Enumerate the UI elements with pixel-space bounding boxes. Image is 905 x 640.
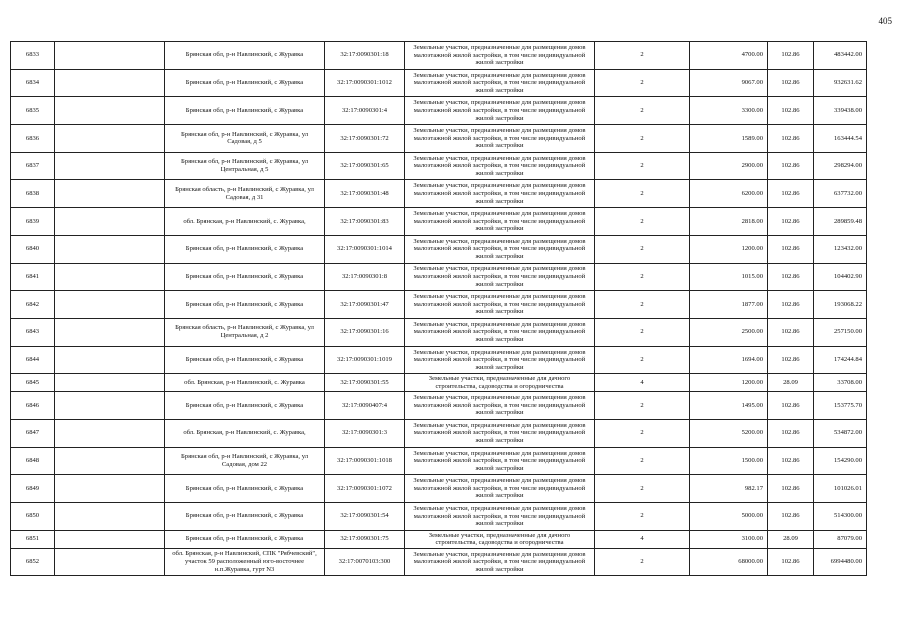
specific-value-cell: 102.86: [768, 152, 814, 180]
specific-value-cell: 102.86: [768, 346, 814, 374]
specific-value-cell: 102.86: [768, 447, 814, 475]
table-row: [11, 263, 867, 291]
blank-cell: [55, 42, 165, 70]
address-cell: Брянская обл, р-н Навлинский, с Журавка: [165, 530, 325, 548]
group-number-cell: 2: [595, 392, 690, 420]
address-cell: Брянская обл, р-н Навлинский, с Журавка: [165, 392, 325, 420]
row-index-cell: 6844: [11, 346, 55, 374]
specific-value-cell: 102.86: [768, 235, 814, 263]
land-use-purpose-cell: Земельные участки, предназначенные для размещения домов малоэтажной жилой застройки, в том числе индивидуальной жилой застройки: [405, 392, 595, 420]
group-number-cell: 4: [595, 374, 690, 392]
area-cell: 1500.00: [690, 447, 768, 475]
specific-value-cell: 102.86: [768, 503, 814, 531]
area-cell: 5200.00: [690, 419, 768, 447]
table-row: [11, 475, 867, 503]
land-plots-table: [10, 41, 867, 576]
table-row: [11, 548, 867, 576]
land-use-purpose-cell: Земельные участки, предназначенные для размещения домов малоэтажной жилой застройки, в том числе индивидуальной жилой застройки: [405, 475, 595, 503]
specific-value-cell: 102.86: [768, 318, 814, 346]
row-index-cell: 6837: [11, 152, 55, 180]
blank-cell: [55, 291, 165, 319]
land-use-purpose-cell: Земельные участки, предназначенные для размещения домов малоэтажной жилой застройки, в том числе индивидуальной жилой застройки: [405, 97, 595, 125]
address-cell: Брянская обл, р-н Навлинский, с Журавка: [165, 503, 325, 531]
blank-cell: [55, 419, 165, 447]
row-index-cell: 6845: [11, 374, 55, 392]
cadastral-value-cell: 6994480.00: [814, 548, 867, 576]
blank-cell: [55, 97, 165, 125]
table-row: [11, 447, 867, 475]
table-row: [11, 208, 867, 236]
specific-value-cell: 102.86: [768, 263, 814, 291]
row-index-cell: 6846: [11, 392, 55, 420]
blank-cell: [55, 346, 165, 374]
area-cell: 982.17: [690, 475, 768, 503]
row-index-cell: 6841: [11, 263, 55, 291]
cadastral-value-cell: 163444.54: [814, 125, 867, 153]
blank-cell: [55, 69, 165, 97]
cadastral-number-cell: 32:17:0090301:1072: [325, 475, 405, 503]
cadastral-number-cell: 32:17:0070103:300: [325, 548, 405, 576]
area-cell: 3300.00: [690, 97, 768, 125]
land-use-purpose-cell: Земельные участки, предназначенные для размещения домов малоэтажной жилой застройки, в том числе индивидуальной жилой застройки: [405, 263, 595, 291]
area-cell: 1589.00: [690, 125, 768, 153]
cadastral-number-cell: 32:17:0090301:55: [325, 374, 405, 392]
land-use-purpose-cell: Земельные участки, предназначенные для размещения домов малоэтажной жилой застройки, в том числе индивидуальной жилой застройки: [405, 346, 595, 374]
cadastral-number-cell: 32:17:0090301:18: [325, 42, 405, 70]
area-cell: 1200.00: [690, 235, 768, 263]
area-cell: 5000.00: [690, 503, 768, 531]
group-number-cell: 2: [595, 42, 690, 70]
table-row: [11, 503, 867, 531]
address-cell: Брянская обл, р-н Навлинский, с Журавка: [165, 69, 325, 97]
group-number-cell: 2: [595, 208, 690, 236]
specific-value-cell: 102.86: [768, 180, 814, 208]
cadastral-value-cell: 154290.00: [814, 447, 867, 475]
table-row: [11, 419, 867, 447]
group-number-cell: 4: [595, 530, 690, 548]
land-use-purpose-cell: Земельные участки, предназначенные для размещения домов малоэтажной жилой застройки, в том числе индивидуальной жилой застройки: [405, 180, 595, 208]
row-index-cell: 6850: [11, 503, 55, 531]
land-use-purpose-cell: Земельные участки, предназначенные для размещения домов малоэтажной жилой застройки, в том числе индивидуальной жилой застройки: [405, 318, 595, 346]
cadastral-number-cell: 32:17:0090301:1019: [325, 346, 405, 374]
area-cell: 1877.00: [690, 291, 768, 319]
group-number-cell: 2: [595, 291, 690, 319]
blank-cell: [55, 152, 165, 180]
area-cell: 2818.00: [690, 208, 768, 236]
cadastral-number-cell: 32:17:0090301:4: [325, 97, 405, 125]
area-cell: 1015.00: [690, 263, 768, 291]
address-cell: Брянская обл, р-н Навлинский, с Журавка: [165, 42, 325, 70]
cadastral-value-cell: 257150.00: [814, 318, 867, 346]
address-cell: обл. Брянская, р-н Навлинский, с. Журавка,: [165, 419, 325, 447]
address-cell: Брянская обл, р-н Навлинский, с Журавка: [165, 263, 325, 291]
area-cell: 2900.00: [690, 152, 768, 180]
land-use-purpose-cell: Земельные участки, предназначенные для дачного строительства, садоводства и огородничества: [405, 530, 595, 548]
address-cell: Брянская область, р-н Навлинский, с Журавка, ул Садовая, д 31: [165, 180, 325, 208]
cadastral-value-cell: 123432.00: [814, 235, 867, 263]
address-cell: обл. Брянская, р-н Навлинский, с. Журавка,: [165, 208, 325, 236]
row-index-cell: 6847: [11, 419, 55, 447]
land-use-purpose-cell: Земельные участки, предназначенные для размещения домов малоэтажной жилой застройки, в том числе индивидуальной жилой застройки: [405, 235, 595, 263]
group-number-cell: 2: [595, 180, 690, 208]
table-row: [11, 42, 867, 70]
cadastral-value-cell: 932631.62: [814, 69, 867, 97]
blank-cell: [55, 447, 165, 475]
group-number-cell: 2: [595, 235, 690, 263]
specific-value-cell: 102.86: [768, 291, 814, 319]
cadastral-number-cell: 32:17:0090301:8: [325, 263, 405, 291]
specific-value-cell: 102.86: [768, 548, 814, 576]
area-cell: 1495.00: [690, 392, 768, 420]
specific-value-cell: 102.86: [768, 69, 814, 97]
specific-value-cell: 102.86: [768, 42, 814, 70]
blank-cell: [55, 530, 165, 548]
cadastral-value-cell: 289859.48: [814, 208, 867, 236]
address-cell: Брянская обл, р-н Навлинский, с Журавка: [165, 235, 325, 263]
cadastral-value-cell: 104402.90: [814, 263, 867, 291]
table-row: [11, 180, 867, 208]
row-index-cell: 6852: [11, 548, 55, 576]
cadastral-number-cell: 32:17:0090301:65: [325, 152, 405, 180]
table-row: [11, 318, 867, 346]
cadastral-value-cell: 534872.00: [814, 419, 867, 447]
area-cell: 3100.00: [690, 530, 768, 548]
address-cell: Брянская обл, р-н Навлинский, с Журавка, ул Садовая, дом 22: [165, 447, 325, 475]
cadastral-number-cell: 32:17:0090301:75: [325, 530, 405, 548]
group-number-cell: 2: [595, 447, 690, 475]
area-cell: 1694.00: [690, 346, 768, 374]
blank-cell: [55, 392, 165, 420]
land-use-purpose-cell: Земельные участки, предназначенные для размещения домов малоэтажной жилой застройки, в том числе индивидуальной жилой застройки: [405, 69, 595, 97]
row-index-cell: 6848: [11, 447, 55, 475]
cadastral-number-cell: 32:17:0090301:72: [325, 125, 405, 153]
cadastral-number-cell: 32:17:0090301:83: [325, 208, 405, 236]
land-use-purpose-cell: Земельные участки, предназначенные для размещения домов малоэтажной жилой застройки, в том числе индивидуальной жилой застройки: [405, 503, 595, 531]
area-cell: 6200.00: [690, 180, 768, 208]
cadastral-value-cell: 193068.22: [814, 291, 867, 319]
group-number-cell: 2: [595, 419, 690, 447]
row-index-cell: 6833: [11, 42, 55, 70]
cadastral-value-cell: 514300.00: [814, 503, 867, 531]
address-cell: обл. Брянская, р-н Навлинский, с. Журавка: [165, 374, 325, 392]
row-index-cell: 6839: [11, 208, 55, 236]
specific-value-cell: 102.86: [768, 419, 814, 447]
cadastral-value-cell: 298294.00: [814, 152, 867, 180]
specific-value-cell: 102.86: [768, 97, 814, 125]
specific-value-cell: 102.86: [768, 475, 814, 503]
group-number-cell: 2: [595, 125, 690, 153]
specific-value-cell: 28.09: [768, 374, 814, 392]
land-use-purpose-cell: Земельные участки, предназначенные для размещения домов малоэтажной жилой застройки, в том числе индивидуальной жилой застройки: [405, 447, 595, 475]
blank-cell: [55, 548, 165, 576]
group-number-cell: 2: [595, 548, 690, 576]
cadastral-number-cell: 32:17:0090301:1018: [325, 447, 405, 475]
land-use-purpose-cell: Земельные участки, предназначенные для размещения домов малоэтажной жилой застройки, в том числе индивидуальной жилой застройки: [405, 291, 595, 319]
table-row: [11, 346, 867, 374]
blank-cell: [55, 208, 165, 236]
table-row: [11, 125, 867, 153]
address-cell: Брянская обл, р-н Навлинский, с Журавка, ул Центральная, д 5: [165, 152, 325, 180]
row-index-cell: 6835: [11, 97, 55, 125]
blank-cell: [55, 235, 165, 263]
row-index-cell: 6836: [11, 125, 55, 153]
cadastral-number-cell: 32:17:0090301:47: [325, 291, 405, 319]
land-use-purpose-cell: Земельные участки, предназначенные для размещения домов малоэтажной жилой застройки, в том числе индивидуальной жилой застройки: [405, 42, 595, 70]
group-number-cell: 2: [595, 346, 690, 374]
row-index-cell: 6849: [11, 475, 55, 503]
group-number-cell: 2: [595, 69, 690, 97]
table-row: [11, 530, 867, 548]
group-number-cell: 2: [595, 97, 690, 125]
address-cell: Брянская обл, р-н Навлинский, с Журавка, ул Садовая, д 5: [165, 125, 325, 153]
group-number-cell: 2: [595, 318, 690, 346]
address-cell: Брянская область, р-н Навлинский, с Журавка, ул Центральная, д 2: [165, 318, 325, 346]
cadastral-value-cell: 87079.00: [814, 530, 867, 548]
group-number-cell: 2: [595, 263, 690, 291]
row-index-cell: 6834: [11, 69, 55, 97]
cadastral-value-cell: 483442.00: [814, 42, 867, 70]
area-cell: 4700.00: [690, 42, 768, 70]
row-index-cell: 6842: [11, 291, 55, 319]
blank-cell: [55, 318, 165, 346]
row-index-cell: 6838: [11, 180, 55, 208]
blank-cell: [55, 503, 165, 531]
table-row: [11, 152, 867, 180]
area-cell: 9067.00: [690, 69, 768, 97]
cadastral-value-cell: 153775.70: [814, 392, 867, 420]
table-row: [11, 97, 867, 125]
cadastral-value-cell: 33708.00: [814, 374, 867, 392]
cadastral-value-cell: 174244.84: [814, 346, 867, 374]
group-number-cell: 2: [595, 152, 690, 180]
specific-value-cell: 102.86: [768, 125, 814, 153]
cadastral-number-cell: 32:17:0090301:54: [325, 503, 405, 531]
blank-cell: [55, 125, 165, 153]
group-number-cell: 2: [595, 503, 690, 531]
specific-value-cell: 102.86: [768, 392, 814, 420]
land-use-purpose-cell: Земельные участки, предназначенные для размещения домов малоэтажной жилой застройки, в том числе индивидуальной жилой застройки: [405, 548, 595, 576]
address-cell: Брянская обл, р-н Навлинский, с Журавка: [165, 475, 325, 503]
row-index-cell: 6851: [11, 530, 55, 548]
table-row: [11, 291, 867, 319]
land-use-purpose-cell: Земельные участки, предназначенные для размещения домов малоэтажной жилой застройки, в том числе индивидуальной жилой застройки: [405, 125, 595, 153]
cadastral-number-cell: 32:17:0090301:1012: [325, 69, 405, 97]
address-cell: Брянская обл, р-н Навлинский, с Журавка: [165, 97, 325, 125]
blank-cell: [55, 180, 165, 208]
row-index-cell: 6840: [11, 235, 55, 263]
area-cell: 1200.00: [690, 374, 768, 392]
land-use-purpose-cell: Земельные участки, предназначенные для размещения домов малоэтажной жилой застройки, в том числе индивидуальной жилой застройки: [405, 419, 595, 447]
cadastral-value-cell: 637732.00: [814, 180, 867, 208]
cadastral-number-cell: 32:17:0090407:4: [325, 392, 405, 420]
area-cell: 68000.00: [690, 548, 768, 576]
page-number: 405: [878, 16, 892, 26]
blank-cell: [55, 475, 165, 503]
cadastral-number-cell: 32:17:0090301:16: [325, 318, 405, 346]
land-use-purpose-cell: Земельные участки, предназначенные для размещения домов малоэтажной жилой застройки, в том числе индивидуальной жилой застройки: [405, 208, 595, 236]
area-cell: 2500.00: [690, 318, 768, 346]
cadastral-number-cell: 32:17:0090301:3: [325, 419, 405, 447]
specific-value-cell: 28.09: [768, 530, 814, 548]
table-row: [11, 374, 867, 392]
table-row: [11, 392, 867, 420]
blank-cell: [55, 263, 165, 291]
specific-value-cell: 102.86: [768, 208, 814, 236]
table-row: [11, 235, 867, 263]
cadastral-value-cell: 339438.00: [814, 97, 867, 125]
cadastral-number-cell: 32:17:0090301:48: [325, 180, 405, 208]
cadastral-number-cell: 32:17:0090301:1014: [325, 235, 405, 263]
cadastral-value-cell: 101026.01: [814, 475, 867, 503]
blank-cell: [55, 374, 165, 392]
land-use-purpose-cell: Земельные участки, предназначенные для дачного строительства, садоводства и огородничества: [405, 374, 595, 392]
table-row: [11, 69, 867, 97]
address-cell: обл. Брянская, р-н Навлинский, СПК "Рябчевский", участок 59 расположенный юго-восточнее н.п.Журавка, гурт N3: [165, 548, 325, 576]
row-index-cell: 6843: [11, 318, 55, 346]
group-number-cell: 2: [595, 475, 690, 503]
address-cell: Брянская обл, р-н Навлинский, с Журавка: [165, 291, 325, 319]
address-cell: Брянская обл, р-н Навлинский, с Журавка: [165, 346, 325, 374]
land-use-purpose-cell: Земельные участки, предназначенные для размещения домов малоэтажной жилой застройки, в том числе индивидуальной жилой застройки: [405, 152, 595, 180]
table-body: [11, 42, 867, 576]
